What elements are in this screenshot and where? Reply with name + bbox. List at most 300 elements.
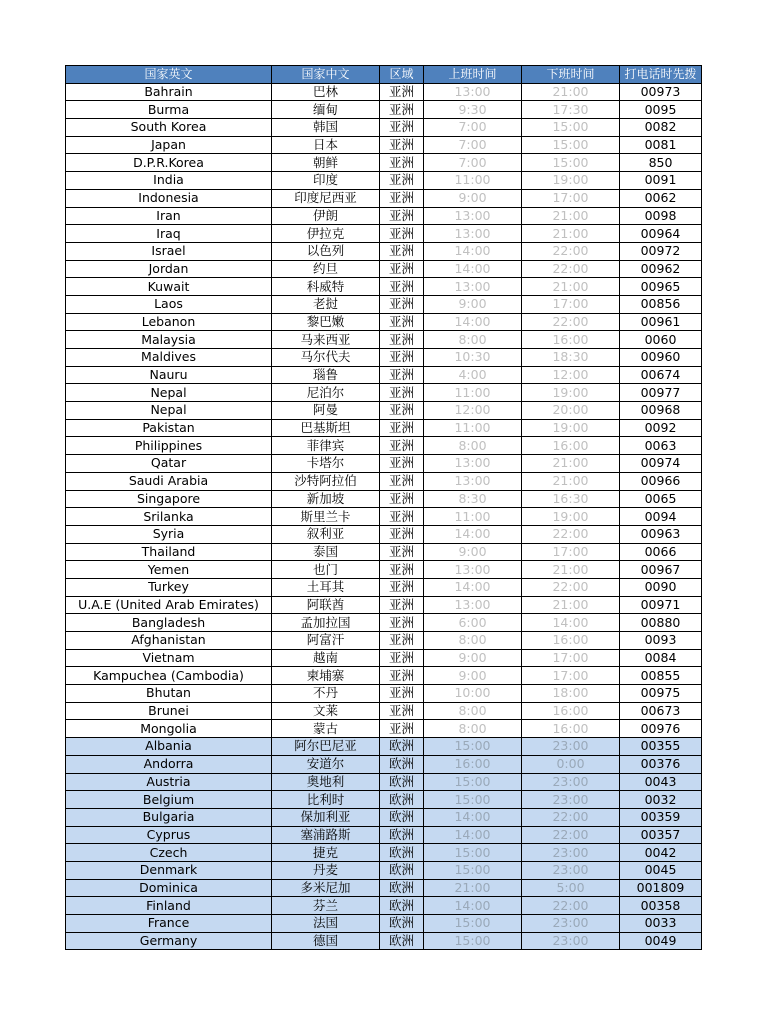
cell-country-en: Belgium [66, 791, 272, 809]
cell-start-time: 4:00 [424, 366, 522, 384]
cell-dial-prefix: 0091 [620, 172, 702, 190]
cell-country-zh: 印度 [272, 172, 380, 190]
cell-end-time: 16:00 [522, 720, 620, 738]
table-row [66, 419, 702, 437]
cell-region: 欧洲 [380, 915, 424, 933]
cell-region: 欧洲 [380, 791, 424, 809]
cell-start-time: 7:00 [424, 154, 522, 172]
cell-country-zh: 孟加拉国 [272, 614, 380, 632]
cell-start-time: 13:00 [424, 455, 522, 473]
cell-region: 亚洲 [380, 154, 424, 172]
table-row [66, 791, 702, 809]
cell-start-time: 14:00 [424, 242, 522, 260]
cell-country-en: Indonesia [66, 189, 272, 207]
cell-end-time: 22:00 [522, 525, 620, 543]
cell-country-zh: 韩国 [272, 119, 380, 137]
table-row [66, 278, 702, 296]
cell-country-zh: 阿曼 [272, 402, 380, 420]
cell-country-en: Laos [66, 295, 272, 313]
cell-start-time: 10:30 [424, 349, 522, 367]
cell-country-en: Denmark [66, 861, 272, 879]
cell-end-time: 21:00 [522, 278, 620, 296]
table-row [66, 225, 702, 243]
cell-dial-prefix: 0045 [620, 861, 702, 879]
cell-start-time: 13:00 [424, 207, 522, 225]
cell-region: 亚洲 [380, 242, 424, 260]
cell-region: 欧洲 [380, 897, 424, 915]
cell-country-zh: 比利时 [272, 791, 380, 809]
cell-region: 亚洲 [380, 313, 424, 331]
cell-country-en: Kuwait [66, 278, 272, 296]
cell-start-time: 8:00 [424, 331, 522, 349]
table-row [66, 897, 702, 915]
cell-country-zh: 伊拉克 [272, 225, 380, 243]
cell-end-time: 23:00 [522, 773, 620, 791]
cell-country-zh: 缅甸 [272, 101, 380, 119]
table-row [66, 632, 702, 650]
cell-country-zh: 日本 [272, 136, 380, 154]
cell-dial-prefix: 00977 [620, 384, 702, 402]
cell-country-zh: 阿尔巴尼亚 [272, 738, 380, 756]
header-start-time: 上班时间 [424, 66, 522, 84]
cell-dial-prefix: 0094 [620, 508, 702, 526]
cell-end-time: 23:00 [522, 844, 620, 862]
cell-end-time: 12:00 [522, 366, 620, 384]
cell-region: 亚洲 [380, 561, 424, 579]
cell-country-en: Qatar [66, 455, 272, 473]
cell-region: 亚洲 [380, 402, 424, 420]
cell-country-zh: 越南 [272, 649, 380, 667]
cell-region: 亚洲 [380, 472, 424, 490]
cell-dial-prefix: 0060 [620, 331, 702, 349]
cell-country-en: Nepal [66, 384, 272, 402]
cell-end-time: 16:00 [522, 632, 620, 650]
cell-country-en: Philippines [66, 437, 272, 455]
cell-start-time: 15:00 [424, 738, 522, 756]
cell-end-time: 22:00 [522, 808, 620, 826]
cell-region: 亚洲 [380, 419, 424, 437]
cell-dial-prefix: 0043 [620, 773, 702, 791]
table-row [66, 154, 702, 172]
cell-region: 亚洲 [380, 632, 424, 650]
cell-start-time: 14:00 [424, 313, 522, 331]
table-row [66, 543, 702, 561]
cell-region: 欧洲 [380, 932, 424, 950]
cell-region: 欧洲 [380, 755, 424, 773]
cell-country-zh: 丹麦 [272, 861, 380, 879]
cell-region: 亚洲 [380, 543, 424, 561]
cell-region: 亚洲 [380, 101, 424, 119]
cell-country-zh: 黎巴嫩 [272, 313, 380, 331]
cell-region: 亚洲 [380, 207, 424, 225]
cell-region: 亚洲 [380, 349, 424, 367]
cell-country-en: Saudi Arabia [66, 472, 272, 490]
table-row [66, 83, 702, 101]
cell-dial-prefix: 00880 [620, 614, 702, 632]
cell-start-time: 21:00 [424, 879, 522, 897]
cell-country-en: Bahrain [66, 83, 272, 101]
cell-country-en: Malaysia [66, 331, 272, 349]
cell-dial-prefix: 00976 [620, 720, 702, 738]
cell-end-time: 19:00 [522, 172, 620, 190]
cell-country-zh: 阿富汗 [272, 632, 380, 650]
cell-dial-prefix: 850 [620, 154, 702, 172]
table-row [66, 242, 702, 260]
cell-region: 亚洲 [380, 136, 424, 154]
cell-start-time: 15:00 [424, 932, 522, 950]
table-row [66, 366, 702, 384]
cell-end-time: 5:00 [522, 879, 620, 897]
cell-country-zh: 保加利亚 [272, 808, 380, 826]
table-row [66, 119, 702, 137]
cell-country-en: Lebanon [66, 313, 272, 331]
cell-region: 亚洲 [380, 455, 424, 473]
table-row [66, 561, 702, 579]
cell-start-time: 15:00 [424, 773, 522, 791]
cell-start-time: 14:00 [424, 808, 522, 826]
cell-start-time: 14:00 [424, 897, 522, 915]
table-row [66, 260, 702, 278]
cell-end-time: 20:00 [522, 402, 620, 420]
cell-country-zh: 捷克 [272, 844, 380, 862]
table-row [66, 402, 702, 420]
cell-dial-prefix: 00855 [620, 667, 702, 685]
cell-dial-prefix: 0092 [620, 419, 702, 437]
cell-country-en: Kampuchea (Cambodia) [66, 667, 272, 685]
cell-end-time: 21:00 [522, 225, 620, 243]
table-row [66, 773, 702, 791]
cell-end-time: 22:00 [522, 897, 620, 915]
cell-country-en: Singapore [66, 490, 272, 508]
cell-country-zh: 多米尼加 [272, 879, 380, 897]
table-row [66, 614, 702, 632]
table-row [66, 295, 702, 313]
cell-country-zh: 瑙鲁 [272, 366, 380, 384]
cell-dial-prefix: 0098 [620, 207, 702, 225]
cell-dial-prefix: 0084 [620, 649, 702, 667]
cell-country-en: Turkey [66, 578, 272, 596]
cell-country-zh: 马来西亚 [272, 331, 380, 349]
cell-end-time: 16:00 [522, 331, 620, 349]
table-row [66, 508, 702, 526]
cell-start-time: 16:00 [424, 755, 522, 773]
header-region: 区域 [380, 66, 424, 84]
header-row [66, 66, 702, 84]
table-row [66, 932, 702, 950]
cell-start-time: 9:30 [424, 101, 522, 119]
cell-dial-prefix: 00965 [620, 278, 702, 296]
cell-country-zh: 以色列 [272, 242, 380, 260]
cell-end-time: 22:00 [522, 826, 620, 844]
cell-country-en: Czech [66, 844, 272, 862]
table-row [66, 472, 702, 490]
cell-country-zh: 安道尔 [272, 755, 380, 773]
header-dial-prefix: 打电话时先拨 [620, 66, 702, 84]
cell-start-time: 15:00 [424, 915, 522, 933]
cell-end-time: 22:00 [522, 313, 620, 331]
cell-dial-prefix: 00967 [620, 561, 702, 579]
cell-start-time: 14:00 [424, 525, 522, 543]
cell-country-en: Finland [66, 897, 272, 915]
cell-country-zh: 约旦 [272, 260, 380, 278]
cell-start-time: 9:00 [424, 667, 522, 685]
cell-end-time: 19:00 [522, 384, 620, 402]
cell-country-en: South Korea [66, 119, 272, 137]
cell-country-en: Thailand [66, 543, 272, 561]
cell-country-en: Vietnam [66, 649, 272, 667]
cell-country-zh: 土耳其 [272, 578, 380, 596]
cell-dial-prefix: 00966 [620, 472, 702, 490]
cell-region: 亚洲 [380, 596, 424, 614]
cell-start-time: 12:00 [424, 402, 522, 420]
header-country-en: 国家英文 [66, 66, 272, 84]
table-row [66, 331, 702, 349]
table-row [66, 915, 702, 933]
cell-country-en: Pakistan [66, 419, 272, 437]
cell-end-time: 22:00 [522, 242, 620, 260]
cell-dial-prefix: 00974 [620, 455, 702, 473]
cell-end-time: 23:00 [522, 932, 620, 950]
cell-country-zh: 文莱 [272, 702, 380, 720]
cell-dial-prefix: 00856 [620, 295, 702, 313]
cell-country-en: Bulgaria [66, 808, 272, 826]
cell-dial-prefix: 0095 [620, 101, 702, 119]
table-row [66, 720, 702, 738]
cell-country-en: Albania [66, 738, 272, 756]
cell-region: 亚洲 [380, 667, 424, 685]
cell-end-time: 23:00 [522, 861, 620, 879]
cell-country-en: Nauru [66, 366, 272, 384]
cell-country-en: Jordan [66, 260, 272, 278]
cell-start-time: 9:00 [424, 189, 522, 207]
cell-dial-prefix: 0032 [620, 791, 702, 809]
cell-dial-prefix: 0033 [620, 915, 702, 933]
cell-dial-prefix: 00973 [620, 83, 702, 101]
cell-start-time: 10:00 [424, 685, 522, 703]
cell-country-en: Srilanka [66, 508, 272, 526]
cell-region: 欧洲 [380, 844, 424, 862]
cell-country-en: Andorra [66, 755, 272, 773]
cell-start-time: 11:00 [424, 384, 522, 402]
cell-region: 亚洲 [380, 578, 424, 596]
cell-start-time: 15:00 [424, 861, 522, 879]
cell-dial-prefix: 0062 [620, 189, 702, 207]
table-row [66, 490, 702, 508]
cell-region: 欧洲 [380, 808, 424, 826]
cell-dial-prefix: 0082 [620, 119, 702, 137]
cell-country-zh: 塞浦路斯 [272, 826, 380, 844]
cell-country-en: Dominica [66, 879, 272, 897]
cell-country-en: France [66, 915, 272, 933]
table-row [66, 101, 702, 119]
cell-start-time: 8:00 [424, 437, 522, 455]
cell-country-en: Israel [66, 242, 272, 260]
cell-country-zh: 不丹 [272, 685, 380, 703]
cell-dial-prefix: 00963 [620, 525, 702, 543]
cell-end-time: 15:00 [522, 136, 620, 154]
cell-country-zh: 朝鲜 [272, 154, 380, 172]
cell-country-zh: 泰国 [272, 543, 380, 561]
cell-dial-prefix: 00673 [620, 702, 702, 720]
cell-end-time: 17:30 [522, 101, 620, 119]
table-row [66, 349, 702, 367]
cell-country-zh: 法国 [272, 915, 380, 933]
cell-end-time: 21:00 [522, 596, 620, 614]
cell-start-time: 14:00 [424, 578, 522, 596]
cell-end-time: 23:00 [522, 791, 620, 809]
cell-country-en: Cyprus [66, 826, 272, 844]
cell-region: 亚洲 [380, 685, 424, 703]
cell-region: 亚洲 [380, 525, 424, 543]
cell-end-time: 18:00 [522, 685, 620, 703]
cell-country-en: Mongolia [66, 720, 272, 738]
header-country-zh: 国家中文 [272, 66, 380, 84]
cell-start-time: 14:00 [424, 826, 522, 844]
cell-end-time: 16:00 [522, 702, 620, 720]
cell-country-en: Maldives [66, 349, 272, 367]
cell-country-zh: 菲律宾 [272, 437, 380, 455]
cell-region: 亚洲 [380, 172, 424, 190]
table-row [66, 808, 702, 826]
table-row [66, 525, 702, 543]
cell-region: 亚洲 [380, 119, 424, 137]
cell-country-en: India [66, 172, 272, 190]
cell-end-time: 22:00 [522, 578, 620, 596]
table-row [66, 172, 702, 190]
cell-end-time: 21:00 [522, 561, 620, 579]
cell-region: 亚洲 [380, 437, 424, 455]
cell-dial-prefix: 00358 [620, 897, 702, 915]
cell-end-time: 19:00 [522, 508, 620, 526]
country-dialing-table [65, 65, 702, 950]
cell-start-time: 11:00 [424, 419, 522, 437]
cell-end-time: 22:00 [522, 260, 620, 278]
cell-start-time: 15:00 [424, 791, 522, 809]
cell-end-time: 17:00 [522, 189, 620, 207]
cell-country-zh: 尼泊尔 [272, 384, 380, 402]
cell-start-time: 11:00 [424, 172, 522, 190]
cell-start-time: 8:00 [424, 632, 522, 650]
cell-dial-prefix: 00359 [620, 808, 702, 826]
cell-start-time: 6:00 [424, 614, 522, 632]
cell-end-time: 17:00 [522, 295, 620, 313]
table-row [66, 596, 702, 614]
table-row [66, 384, 702, 402]
cell-country-en: Austria [66, 773, 272, 791]
cell-region: 欧洲 [380, 879, 424, 897]
cell-country-en: Nepal [66, 402, 272, 420]
cell-start-time: 15:00 [424, 844, 522, 862]
cell-start-time: 13:00 [424, 561, 522, 579]
cell-region: 亚洲 [380, 508, 424, 526]
cell-dial-prefix: 0066 [620, 543, 702, 561]
cell-country-en: D.P.R.Korea [66, 154, 272, 172]
cell-dial-prefix: 0063 [620, 437, 702, 455]
cell-dial-prefix: 00972 [620, 242, 702, 260]
cell-region: 亚洲 [380, 225, 424, 243]
cell-start-time: 13:00 [424, 596, 522, 614]
cell-country-zh: 芬兰 [272, 897, 380, 915]
cell-end-time: 15:00 [522, 154, 620, 172]
cell-end-time: 23:00 [522, 738, 620, 756]
table-row [66, 437, 702, 455]
cell-end-time: 0:00 [522, 755, 620, 773]
cell-region: 亚洲 [380, 295, 424, 313]
cell-end-time: 17:00 [522, 649, 620, 667]
table-row [66, 313, 702, 331]
cell-country-en: Bangladesh [66, 614, 272, 632]
cell-dial-prefix: 00964 [620, 225, 702, 243]
table-row [66, 826, 702, 844]
cell-region: 亚洲 [380, 366, 424, 384]
cell-country-en: Iran [66, 207, 272, 225]
cell-country-zh: 巴林 [272, 83, 380, 101]
table-row [66, 685, 702, 703]
cell-region: 欧洲 [380, 738, 424, 756]
table-row [66, 861, 702, 879]
cell-country-en: Brunei [66, 702, 272, 720]
cell-end-time: 17:00 [522, 667, 620, 685]
cell-dial-prefix: 0081 [620, 136, 702, 154]
cell-end-time: 21:00 [522, 455, 620, 473]
cell-start-time: 13:00 [424, 225, 522, 243]
cell-start-time: 9:00 [424, 649, 522, 667]
cell-end-time: 18:30 [522, 349, 620, 367]
table-row [66, 667, 702, 685]
cell-country-en: Syria [66, 525, 272, 543]
cell-country-zh: 叙利亚 [272, 525, 380, 543]
cell-end-time: 21:00 [522, 472, 620, 490]
cell-country-en: Afghanistan [66, 632, 272, 650]
header-end-time: 下班时间 [522, 66, 620, 84]
cell-end-time: 16:00 [522, 437, 620, 455]
cell-dial-prefix: 0090 [620, 578, 702, 596]
cell-country-zh: 蒙古 [272, 720, 380, 738]
table-row [66, 755, 702, 773]
cell-dial-prefix: 00975 [620, 685, 702, 703]
cell-country-zh: 科威特 [272, 278, 380, 296]
cell-region: 亚洲 [380, 702, 424, 720]
cell-end-time: 23:00 [522, 915, 620, 933]
cell-country-en: Germany [66, 932, 272, 950]
cell-start-time: 7:00 [424, 119, 522, 137]
cell-start-time: 11:00 [424, 508, 522, 526]
cell-start-time: 13:00 [424, 278, 522, 296]
cell-country-zh: 卡塔尔 [272, 455, 380, 473]
cell-region: 亚洲 [380, 384, 424, 402]
table-row [66, 207, 702, 225]
cell-start-time: 13:00 [424, 472, 522, 490]
table-row [66, 879, 702, 897]
cell-country-zh: 沙特阿拉伯 [272, 472, 380, 490]
cell-start-time: 8:00 [424, 702, 522, 720]
cell-end-time: 17:00 [522, 543, 620, 561]
table-row [66, 702, 702, 720]
cell-dial-prefix: 0065 [620, 490, 702, 508]
cell-region: 亚洲 [380, 83, 424, 101]
cell-start-time: 9:00 [424, 543, 522, 561]
cell-country-zh: 新加坡 [272, 490, 380, 508]
cell-region: 亚洲 [380, 490, 424, 508]
cell-country-zh: 奥地利 [272, 773, 380, 791]
cell-start-time: 13:00 [424, 83, 522, 101]
cell-region: 亚洲 [380, 720, 424, 738]
cell-country-zh: 巴基斯坦 [272, 419, 380, 437]
cell-dial-prefix: 00376 [620, 755, 702, 773]
cell-end-time: 21:00 [522, 83, 620, 101]
cell-country-zh: 老挝 [272, 295, 380, 313]
table-row [66, 455, 702, 473]
